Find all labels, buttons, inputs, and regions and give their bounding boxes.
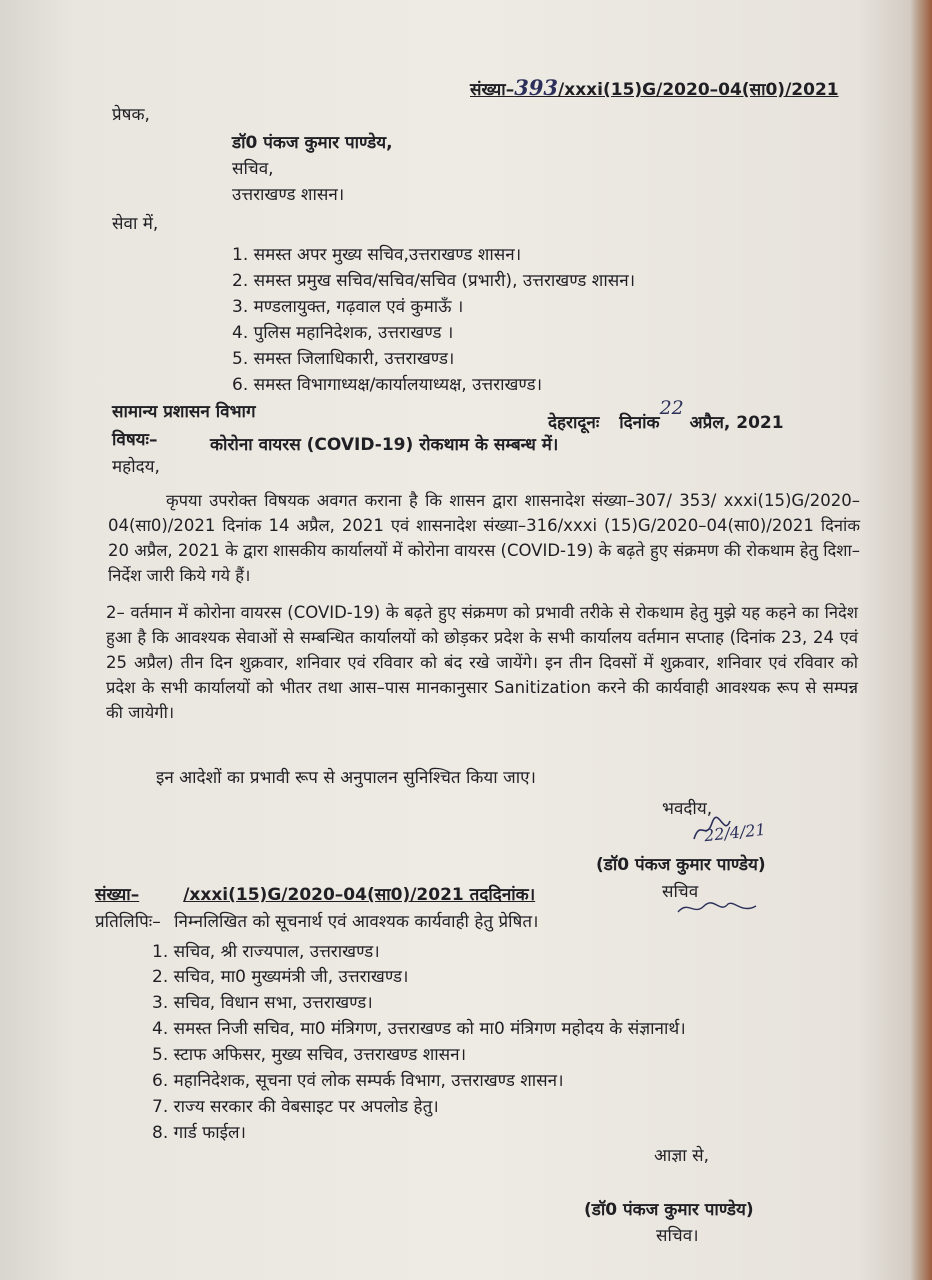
closing: भवदीय, bbox=[662, 799, 713, 819]
body-paragraph-2: 2– वर्तमान में कोरोना वायरस (COVID-19) के बढ़ते हुए संक्रमण को प्रभावी तरीके से रोकथाम हेतु मुझे यह कहने का निदेश हुआ है कि आवश्यक सेवाओं से सम्बन्धित कार्यालयों को छोड़कर प्रदेश के सभी कार्यालय वर्तमान सप्ताह (दिनांक 23, 24 एवं 25 अप्रैल) तीन दिन शुक्रवार, शनिवार एवं रविवार को बंद रखे जायेंगे। इन तीन दिवसों में शुक्रवार, शनिवार एवं रविवार को प्रदेश के सभी कार्यालयों को भीतर तथा आस–पास मानकानुसार Sanitization करने की कार्यवाही आवश्यक रूप से सम्पन्न की जायेगी। bbox=[106, 603, 858, 722]
reference-number-top: संख्या–393/xxxi(15)G/2020–04(सा0)/2021 bbox=[470, 75, 839, 100]
copy-list-item: 1. सचिव, श्री राज्यपाल, उत्तराखण्ड। bbox=[152, 942, 380, 962]
salutation: महोदय, bbox=[112, 457, 160, 477]
to-label: सेवा में, bbox=[112, 214, 159, 234]
recipient-item: 1. समस्त अपर मुख्य सचिव,उत्तराखण्ड शासन। bbox=[232, 245, 522, 265]
signatory-name: (डॉ0 पंकज कुमार पाण्डेय) bbox=[596, 855, 766, 875]
copy-list-item: 6. महानिदेशक, सूचना एवं लोक सम्पर्क विभाग, उत्तराखण्ड शासन। bbox=[152, 1071, 564, 1091]
order-signatory-designation: सचिव। bbox=[656, 1226, 699, 1246]
sender-label: प्रेषक, bbox=[112, 105, 150, 125]
signature-date: 22/4/21 bbox=[703, 819, 767, 846]
by-order: आज्ञा से, bbox=[654, 1146, 709, 1166]
copy-list-item: 4. समस्त निजी सचिव, मा0 मंत्रिगण, उत्तराखण्ड को मा0 मंत्रिगण महोदय के संज्ञानार्थ। bbox=[152, 1019, 686, 1039]
copy-list-item: 7. राज्य सरकार की वेबसाइट पर अपलोड हेतु। bbox=[152, 1097, 439, 1117]
recipient-item: 4. पुलिस महानिदेशक, उत्तराखण्ड । bbox=[232, 323, 454, 343]
signature-mark bbox=[690, 815, 750, 845]
copy-list-item: 5. स्टाफ अफिसर, मुख्य सचिव, उत्तराखण्ड शासन। bbox=[152, 1045, 467, 1065]
subject-label: विषयः– bbox=[112, 430, 158, 450]
order-signatory-name: (डॉ0 पंकज कुमार पाण्डेय) bbox=[584, 1200, 754, 1220]
body-paragraph-3: इन आदेशों का प्रभावी रूप से अनुपालन सुनिश्चित किया जाए। bbox=[156, 768, 536, 788]
copy-list-item: 3. सचिव, विधान सभा, उत्तराखण्ड। bbox=[152, 993, 373, 1013]
department-name: सामान्य प्रशासन विभाग bbox=[112, 402, 256, 422]
handwritten-date: 22 bbox=[659, 397, 684, 419]
sender-office: उत्तराखण्ड शासन। bbox=[232, 185, 345, 205]
copy-list-item: 8. गार्ड फाईल। bbox=[152, 1123, 246, 1143]
recipient-item: 3. मण्डलायुक्त, गढ़वाल एवं कुमाऊँ । bbox=[232, 297, 464, 317]
recipient-item: 2. समस्त प्रमुख सचिव/सचिव/सचिव (प्रभारी), उत्तराखण्ड शासन। bbox=[232, 271, 636, 291]
subject-text: कोरोना वायरस (COVID-19) रोकथाम के सम्बन्ध में। bbox=[210, 435, 559, 455]
handwritten-reference-number: 393 bbox=[514, 75, 559, 100]
reference-number-bottom: संख्या– /xxxi(15)G/2020–04(सा0)/2021 तददिनांक। bbox=[95, 885, 536, 905]
copy-list-item: 2. सचिव, मा0 मुख्यमंत्री जी, उत्तराखण्ड। bbox=[152, 967, 409, 987]
copy-intro: निम्नलिखित को सूचनार्थ एवं आवश्यक कार्यवाही हेतु प्रेषित। bbox=[174, 912, 539, 932]
body-paragraph-1: कृपया उपरोक्त विषयक अवगत कराना है कि शासन द्वारा शासनादेश संख्या–307/ 353/ xxxi(15)G/2020–04(सा0)/2021 दिनांक 14 अप्रैल, 2021 एवं शासनादेश संख्या–316/xxxi (15)G/2020–04(सा0)/2021 दिनांक 20 अप्रैल, 2021 के द्वारा शासकीय कार्यालयों में कोरोना वायरस (COVID-19) के बढ़ते हुए संक्रमण की रोकथाम हेतु दिशा–निर्देश जारी किये गये हैं। bbox=[108, 491, 860, 585]
copy-label: प्रतिलिपिः– निम्नलिखित को सूचनार्थ एवं आवश्यक कार्यवाही हेतु प्रेषित। bbox=[95, 912, 539, 932]
place-date: देहरादूनः दिनांक22 अप्रैल, 2021 bbox=[548, 397, 784, 433]
initials-mark bbox=[676, 896, 760, 920]
signatory-designation: सचिव bbox=[662, 882, 699, 902]
sender-name: डॉ0 पंकज कुमार पाण्डेय, bbox=[232, 133, 393, 153]
sender-designation: सचिव, bbox=[232, 159, 274, 179]
recipient-item: 6. समस्त विभागाध्यक्ष/कार्यालयाध्यक्ष, उत्तराखण्ड। bbox=[232, 375, 543, 395]
recipient-item: 5. समस्त जिलाधिकारी, उत्तराखण्ड। bbox=[232, 349, 455, 369]
page-edge-shadow bbox=[910, 0, 932, 1280]
